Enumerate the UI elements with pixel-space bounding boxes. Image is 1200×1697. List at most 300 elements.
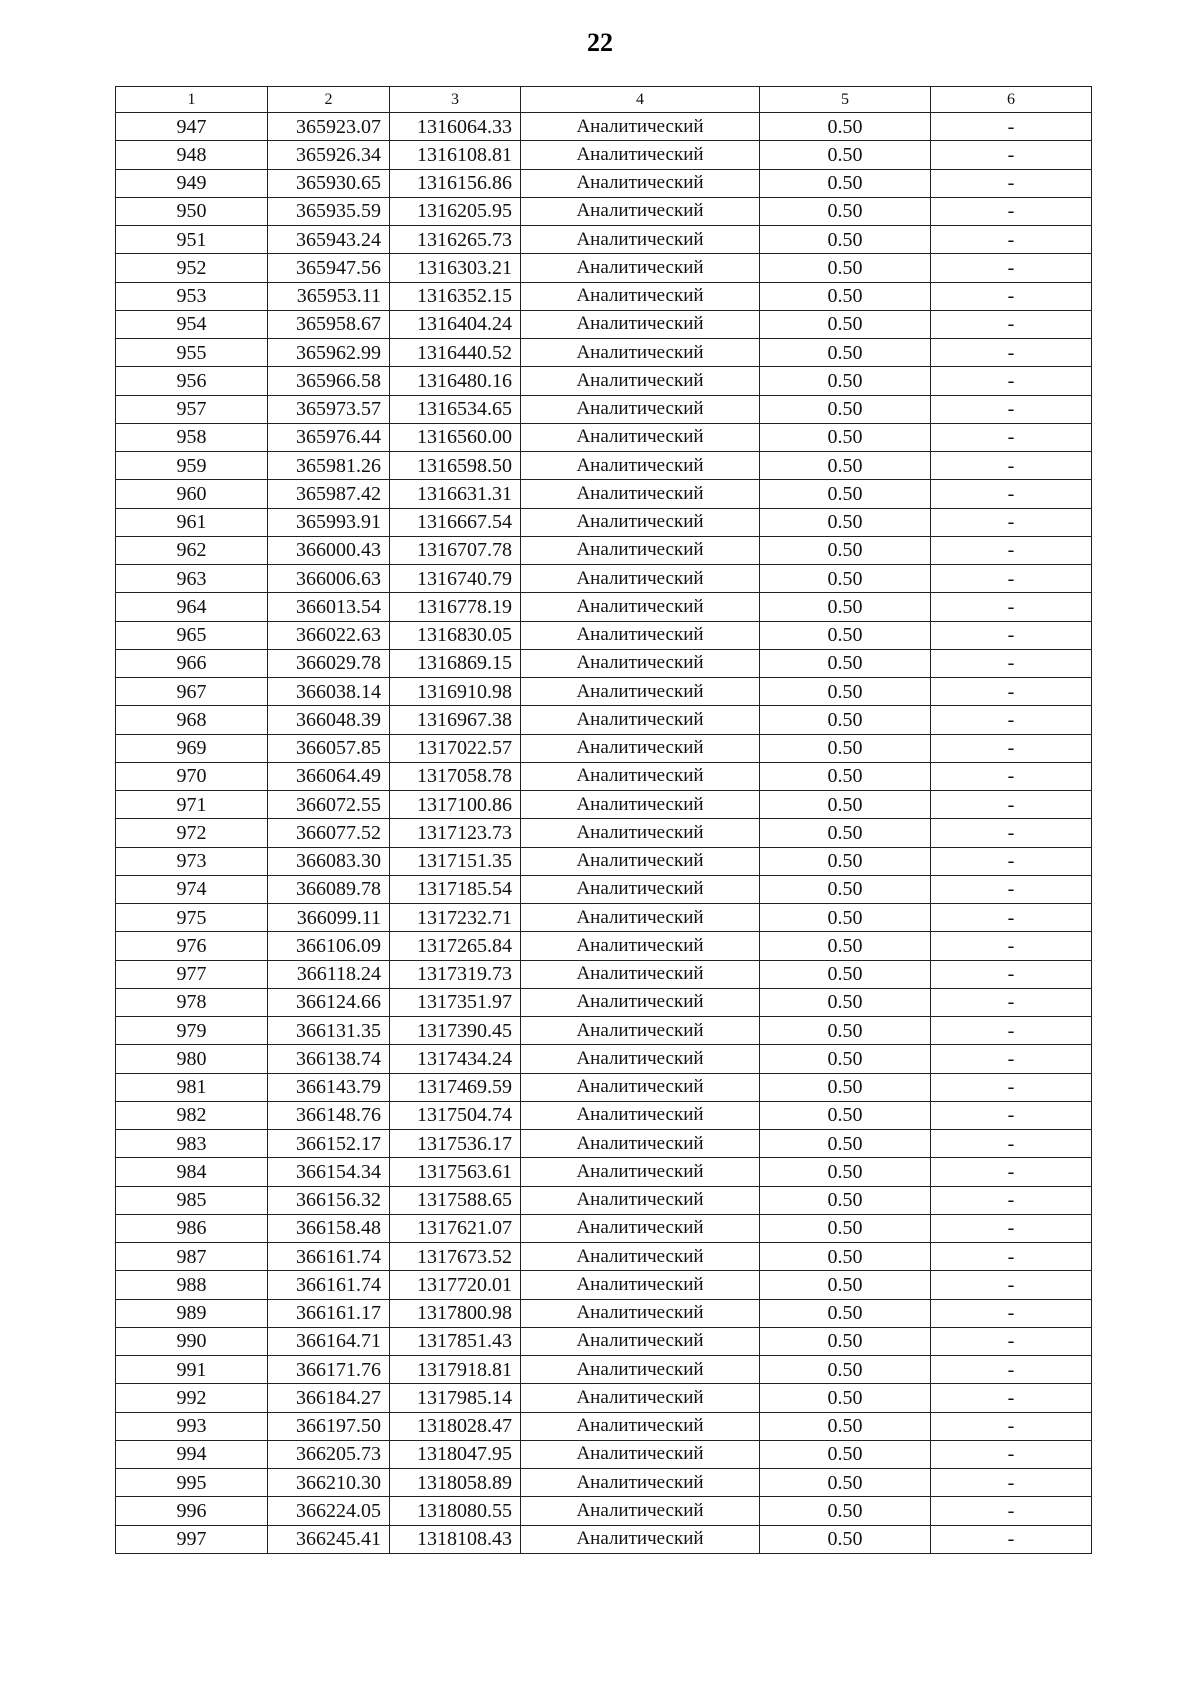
point-number-cell: 983 <box>116 1130 268 1158</box>
point-number-cell: 969 <box>116 734 268 762</box>
method-cell: Аналитический <box>521 1186 760 1214</box>
method-cell: Аналитический <box>521 706 760 734</box>
accuracy-cell: 0.50 <box>760 791 931 819</box>
point-number-cell: 960 <box>116 480 268 508</box>
x-coordinate-cell: 365943.24 <box>268 226 390 254</box>
y-coordinate-cell: 1316156.86 <box>390 169 521 197</box>
note-cell: - <box>931 339 1092 367</box>
y-coordinate-cell: 1318108.43 <box>390 1525 521 1553</box>
method-cell: Аналитический <box>521 932 760 960</box>
x-coordinate-cell: 365987.42 <box>268 480 390 508</box>
table-row <box>116 1101 1092 1129</box>
x-coordinate-cell: 366064.49 <box>268 762 390 790</box>
note-cell: - <box>931 1299 1092 1327</box>
table-row <box>116 932 1092 960</box>
note-cell: - <box>931 508 1092 536</box>
y-coordinate-cell: 1316967.38 <box>390 706 521 734</box>
point-number-cell: 951 <box>116 226 268 254</box>
y-coordinate-cell: 1316534.65 <box>390 395 521 423</box>
table-row <box>116 1073 1092 1101</box>
method-cell: Аналитический <box>521 1243 760 1271</box>
method-cell: Аналитический <box>521 1327 760 1355</box>
note-cell: - <box>931 762 1092 790</box>
table-row <box>116 1356 1092 1384</box>
accuracy-cell: 0.50 <box>760 1327 931 1355</box>
note-cell: - <box>931 1356 1092 1384</box>
point-number-cell: 948 <box>116 141 268 169</box>
y-coordinate-cell: 1317434.24 <box>390 1045 521 1073</box>
y-coordinate-cell: 1316064.33 <box>390 113 521 141</box>
x-coordinate-cell: 366143.79 <box>268 1073 390 1101</box>
table-row <box>116 1130 1092 1158</box>
note-cell: - <box>931 593 1092 621</box>
accuracy-cell: 0.50 <box>760 1440 931 1468</box>
accuracy-cell: 0.50 <box>760 649 931 677</box>
table-row <box>116 678 1092 706</box>
accuracy-cell: 0.50 <box>760 1130 931 1158</box>
x-coordinate-cell: 366156.32 <box>268 1186 390 1214</box>
accuracy-cell: 0.50 <box>760 1299 931 1327</box>
method-cell: Аналитический <box>521 536 760 564</box>
note-cell: - <box>931 1525 1092 1553</box>
note-cell: - <box>931 1101 1092 1129</box>
note-cell: - <box>931 1130 1092 1158</box>
y-coordinate-cell: 1316830.05 <box>390 621 521 649</box>
table-row <box>116 791 1092 819</box>
x-coordinate-cell: 366099.11 <box>268 904 390 932</box>
x-coordinate-cell: 365962.99 <box>268 339 390 367</box>
x-coordinate-cell: 366048.39 <box>268 706 390 734</box>
point-number-cell: 950 <box>116 197 268 225</box>
point-number-cell: 954 <box>116 310 268 338</box>
y-coordinate-cell: 1316265.73 <box>390 226 521 254</box>
y-coordinate-cell: 1316303.21 <box>390 254 521 282</box>
note-cell: - <box>931 1017 1092 1045</box>
note-cell: - <box>931 310 1092 338</box>
accuracy-cell: 0.50 <box>760 1243 931 1271</box>
y-coordinate-cell: 1318028.47 <box>390 1412 521 1440</box>
y-coordinate-cell: 1317123.73 <box>390 819 521 847</box>
table-row <box>116 197 1092 225</box>
y-coordinate-cell: 1317563.61 <box>390 1158 521 1186</box>
y-coordinate-cell: 1316352.15 <box>390 282 521 310</box>
accuracy-cell: 0.50 <box>760 847 931 875</box>
table-row <box>116 339 1092 367</box>
accuracy-cell: 0.50 <box>760 621 931 649</box>
x-coordinate-cell: 366164.71 <box>268 1327 390 1355</box>
x-coordinate-cell: 365930.65 <box>268 169 390 197</box>
table-row <box>116 1440 1092 1468</box>
method-cell: Аналитический <box>521 847 760 875</box>
table-row <box>116 1045 1092 1073</box>
point-number-cell: 958 <box>116 423 268 451</box>
accuracy-cell: 0.50 <box>760 1412 931 1440</box>
accuracy-cell: 0.50 <box>760 141 931 169</box>
method-cell: Аналитический <box>521 367 760 395</box>
table-row <box>116 1158 1092 1186</box>
column-header: 1 <box>116 87 268 113</box>
accuracy-cell: 0.50 <box>760 395 931 423</box>
accuracy-cell: 0.50 <box>760 169 931 197</box>
x-coordinate-cell: 366161.74 <box>268 1243 390 1271</box>
accuracy-cell: 0.50 <box>760 1497 931 1525</box>
x-coordinate-cell: 365953.11 <box>268 282 390 310</box>
table-row <box>116 1412 1092 1440</box>
note-cell: - <box>931 932 1092 960</box>
y-coordinate-cell: 1317151.35 <box>390 847 521 875</box>
method-cell: Аналитический <box>521 282 760 310</box>
table-row <box>116 819 1092 847</box>
accuracy-cell: 0.50 <box>760 593 931 621</box>
accuracy-cell: 0.50 <box>760 1525 931 1553</box>
method-cell: Аналитический <box>521 1271 760 1299</box>
x-coordinate-cell: 366083.30 <box>268 847 390 875</box>
method-cell: Аналитический <box>521 395 760 423</box>
accuracy-cell: 0.50 <box>760 452 931 480</box>
point-number-cell: 987 <box>116 1243 268 1271</box>
accuracy-cell: 0.50 <box>760 367 931 395</box>
table-row <box>116 1299 1092 1327</box>
point-number-cell: 953 <box>116 282 268 310</box>
method-cell: Аналитический <box>521 621 760 649</box>
method-cell: Аналитический <box>521 791 760 819</box>
note-cell: - <box>931 254 1092 282</box>
method-cell: Аналитический <box>521 1073 760 1101</box>
note-cell: - <box>931 1469 1092 1497</box>
method-cell: Аналитический <box>521 649 760 677</box>
note-cell: - <box>931 367 1092 395</box>
x-coordinate-cell: 365976.44 <box>268 423 390 451</box>
y-coordinate-cell: 1317918.81 <box>390 1356 521 1384</box>
method-cell: Аналитический <box>521 1299 760 1327</box>
point-number-cell: 989 <box>116 1299 268 1327</box>
note-cell: - <box>931 988 1092 1016</box>
table-row <box>116 1497 1092 1525</box>
point-number-cell: 955 <box>116 339 268 367</box>
y-coordinate-cell: 1316108.81 <box>390 141 521 169</box>
table-row <box>116 367 1092 395</box>
y-coordinate-cell: 1317800.98 <box>390 1299 521 1327</box>
y-coordinate-cell: 1317185.54 <box>390 875 521 903</box>
note-cell: - <box>931 706 1092 734</box>
point-number-cell: 997 <box>116 1525 268 1553</box>
method-cell: Аналитический <box>521 904 760 932</box>
method-cell: Аналитический <box>521 1158 760 1186</box>
method-cell: Аналитический <box>521 141 760 169</box>
method-cell: Аналитический <box>521 254 760 282</box>
table-row <box>116 282 1092 310</box>
table-row <box>116 593 1092 621</box>
table-row <box>116 706 1092 734</box>
point-number-cell: 952 <box>116 254 268 282</box>
method-cell: Аналитический <box>521 1384 760 1412</box>
y-coordinate-cell: 1316778.19 <box>390 593 521 621</box>
x-coordinate-cell: 366131.35 <box>268 1017 390 1045</box>
y-coordinate-cell: 1316869.15 <box>390 649 521 677</box>
method-cell: Аналитический <box>521 988 760 1016</box>
table-row <box>116 310 1092 338</box>
table-row <box>116 452 1092 480</box>
method-cell: Аналитический <box>521 960 760 988</box>
y-coordinate-cell: 1316740.79 <box>390 565 521 593</box>
note-cell: - <box>931 1243 1092 1271</box>
point-number-cell: 973 <box>116 847 268 875</box>
column-header: 4 <box>521 87 760 113</box>
accuracy-cell: 0.50 <box>760 762 931 790</box>
x-coordinate-cell: 366197.50 <box>268 1412 390 1440</box>
x-coordinate-cell: 365981.26 <box>268 452 390 480</box>
x-coordinate-cell: 366148.76 <box>268 1101 390 1129</box>
x-coordinate-cell: 366022.63 <box>268 621 390 649</box>
table-row <box>116 621 1092 649</box>
note-cell: - <box>931 1384 1092 1412</box>
accuracy-cell: 0.50 <box>760 113 931 141</box>
x-coordinate-cell: 366184.27 <box>268 1384 390 1412</box>
table-row <box>116 1243 1092 1271</box>
accuracy-cell: 0.50 <box>760 508 931 536</box>
table-row <box>116 1186 1092 1214</box>
note-cell: - <box>931 1214 1092 1242</box>
x-coordinate-cell: 366161.17 <box>268 1299 390 1327</box>
note-cell: - <box>931 1440 1092 1468</box>
y-coordinate-cell: 1316667.54 <box>390 508 521 536</box>
note-cell: - <box>931 649 1092 677</box>
x-coordinate-cell: 366152.17 <box>268 1130 390 1158</box>
y-coordinate-cell: 1316598.50 <box>390 452 521 480</box>
point-number-cell: 995 <box>116 1469 268 1497</box>
y-coordinate-cell: 1317720.01 <box>390 1271 521 1299</box>
y-coordinate-cell: 1317621.07 <box>390 1214 521 1242</box>
note-cell: - <box>931 197 1092 225</box>
accuracy-cell: 0.50 <box>760 1158 931 1186</box>
accuracy-cell: 0.50 <box>760 904 931 932</box>
point-number-cell: 993 <box>116 1412 268 1440</box>
method-cell: Аналитический <box>521 197 760 225</box>
method-cell: Аналитический <box>521 1101 760 1129</box>
x-coordinate-cell: 366161.74 <box>268 1271 390 1299</box>
accuracy-cell: 0.50 <box>760 960 931 988</box>
column-header: 2 <box>268 87 390 113</box>
point-number-cell: 976 <box>116 932 268 960</box>
column-header: 5 <box>760 87 931 113</box>
table-row <box>116 565 1092 593</box>
y-coordinate-cell: 1317536.17 <box>390 1130 521 1158</box>
x-coordinate-cell: 365993.91 <box>268 508 390 536</box>
point-number-cell: 966 <box>116 649 268 677</box>
method-cell: Аналитический <box>521 1045 760 1073</box>
table-row <box>116 1214 1092 1242</box>
accuracy-cell: 0.50 <box>760 282 931 310</box>
accuracy-cell: 0.50 <box>760 988 931 1016</box>
note-cell: - <box>931 282 1092 310</box>
method-cell: Аналитический <box>521 1017 760 1045</box>
method-cell: Аналитический <box>521 734 760 762</box>
x-coordinate-cell: 365923.07 <box>268 113 390 141</box>
note-cell: - <box>931 1412 1092 1440</box>
note-cell: - <box>931 169 1092 197</box>
note-cell: - <box>931 1186 1092 1214</box>
x-coordinate-cell: 366029.78 <box>268 649 390 677</box>
y-coordinate-cell: 1317588.65 <box>390 1186 521 1214</box>
y-coordinate-cell: 1317319.73 <box>390 960 521 988</box>
point-number-cell: 984 <box>116 1158 268 1186</box>
y-coordinate-cell: 1318058.89 <box>390 1469 521 1497</box>
y-coordinate-cell: 1316404.24 <box>390 310 521 338</box>
x-coordinate-cell: 366057.85 <box>268 734 390 762</box>
table-row <box>116 1525 1092 1553</box>
table-row <box>116 423 1092 451</box>
method-cell: Аналитический <box>521 819 760 847</box>
point-number-cell: 988 <box>116 1271 268 1299</box>
y-coordinate-cell: 1318080.55 <box>390 1497 521 1525</box>
y-coordinate-cell: 1318047.95 <box>390 1440 521 1468</box>
note-cell: - <box>931 678 1092 706</box>
method-cell: Аналитический <box>521 678 760 706</box>
point-number-cell: 996 <box>116 1497 268 1525</box>
column-header: 3 <box>390 87 521 113</box>
accuracy-cell: 0.50 <box>760 1045 931 1073</box>
point-number-cell: 963 <box>116 565 268 593</box>
accuracy-cell: 0.50 <box>760 565 931 593</box>
table-row <box>116 395 1092 423</box>
accuracy-cell: 0.50 <box>760 423 931 451</box>
table-row <box>116 480 1092 508</box>
point-number-cell: 979 <box>116 1017 268 1045</box>
point-number-cell: 947 <box>116 113 268 141</box>
point-number-cell: 957 <box>116 395 268 423</box>
note-cell: - <box>931 1327 1092 1355</box>
accuracy-cell: 0.50 <box>760 310 931 338</box>
point-number-cell: 962 <box>116 536 268 564</box>
note-cell: - <box>931 1045 1092 1073</box>
note-cell: - <box>931 141 1092 169</box>
table-row <box>116 847 1092 875</box>
table-row <box>116 1327 1092 1355</box>
accuracy-cell: 0.50 <box>760 1101 931 1129</box>
table-row <box>116 1384 1092 1412</box>
accuracy-cell: 0.50 <box>760 254 931 282</box>
y-coordinate-cell: 1317504.74 <box>390 1101 521 1129</box>
method-cell: Аналитический <box>521 565 760 593</box>
point-number-cell: 949 <box>116 169 268 197</box>
table-row <box>116 988 1092 1016</box>
table-row <box>116 254 1092 282</box>
table-row <box>116 226 1092 254</box>
accuracy-cell: 0.50 <box>760 339 931 367</box>
note-cell: - <box>931 480 1092 508</box>
point-number-cell: 968 <box>116 706 268 734</box>
method-cell: Аналитический <box>521 423 760 451</box>
accuracy-cell: 0.50 <box>760 1356 931 1384</box>
table-row <box>116 536 1092 564</box>
table-row <box>116 1017 1092 1045</box>
method-cell: Аналитический <box>521 508 760 536</box>
note-cell: - <box>931 452 1092 480</box>
method-cell: Аналитический <box>521 593 760 621</box>
point-number-cell: 978 <box>116 988 268 1016</box>
accuracy-cell: 0.50 <box>760 1186 931 1214</box>
x-coordinate-cell: 366106.09 <box>268 932 390 960</box>
accuracy-cell: 0.50 <box>760 1384 931 1412</box>
x-coordinate-cell: 365935.59 <box>268 197 390 225</box>
accuracy-cell: 0.50 <box>760 1214 931 1242</box>
y-coordinate-cell: 1317851.43 <box>390 1327 521 1355</box>
x-coordinate-cell: 366124.66 <box>268 988 390 1016</box>
method-cell: Аналитический <box>521 452 760 480</box>
x-coordinate-cell: 366089.78 <box>268 875 390 903</box>
accuracy-cell: 0.50 <box>760 1017 931 1045</box>
note-cell: - <box>931 226 1092 254</box>
method-cell: Аналитический <box>521 339 760 367</box>
accuracy-cell: 0.50 <box>760 1073 931 1101</box>
table-row <box>116 113 1092 141</box>
note-cell: - <box>931 395 1092 423</box>
note-cell: - <box>931 960 1092 988</box>
point-number-cell: 990 <box>116 1327 268 1355</box>
x-coordinate-cell: 366000.43 <box>268 536 390 564</box>
point-number-cell: 985 <box>116 1186 268 1214</box>
accuracy-cell: 0.50 <box>760 875 931 903</box>
method-cell: Аналитический <box>521 1469 760 1497</box>
table-row <box>116 904 1092 932</box>
point-number-cell: 994 <box>116 1440 268 1468</box>
y-coordinate-cell: 1317351.97 <box>390 988 521 1016</box>
y-coordinate-cell: 1316631.31 <box>390 480 521 508</box>
x-coordinate-cell: 366118.24 <box>268 960 390 988</box>
x-coordinate-cell: 366158.48 <box>268 1214 390 1242</box>
point-number-cell: 964 <box>116 593 268 621</box>
accuracy-cell: 0.50 <box>760 226 931 254</box>
x-coordinate-cell: 366072.55 <box>268 791 390 819</box>
method-cell: Аналитический <box>521 480 760 508</box>
accuracy-cell: 0.50 <box>760 1271 931 1299</box>
x-coordinate-cell: 365966.58 <box>268 367 390 395</box>
note-cell: - <box>931 1073 1092 1101</box>
x-coordinate-cell: 366245.41 <box>268 1525 390 1553</box>
accuracy-cell: 0.50 <box>760 1469 931 1497</box>
note-cell: - <box>931 875 1092 903</box>
x-coordinate-cell: 366006.63 <box>268 565 390 593</box>
accuracy-cell: 0.50 <box>760 197 931 225</box>
x-coordinate-cell: 366138.74 <box>268 1045 390 1073</box>
page-number: 22 <box>587 28 613 57</box>
accuracy-cell: 0.50 <box>760 734 931 762</box>
method-cell: Аналитический <box>521 226 760 254</box>
table-row <box>116 762 1092 790</box>
point-number-cell: 981 <box>116 1073 268 1101</box>
note-cell: - <box>931 1271 1092 1299</box>
table-row <box>116 1271 1092 1299</box>
x-coordinate-cell: 365973.57 <box>268 395 390 423</box>
y-coordinate-cell: 1317985.14 <box>390 1384 521 1412</box>
table-row <box>116 141 1092 169</box>
table-row <box>116 734 1092 762</box>
method-cell: Аналитический <box>521 1497 760 1525</box>
point-number-cell: 967 <box>116 678 268 706</box>
table-body <box>116 113 1092 1554</box>
method-cell: Аналитический <box>521 169 760 197</box>
y-coordinate-cell: 1317232.71 <box>390 904 521 932</box>
y-coordinate-cell: 1317058.78 <box>390 762 521 790</box>
point-number-cell: 980 <box>116 1045 268 1073</box>
note-cell: - <box>931 565 1092 593</box>
note-cell: - <box>931 791 1092 819</box>
point-number-cell: 974 <box>116 875 268 903</box>
table-row <box>116 169 1092 197</box>
x-coordinate-cell: 365958.67 <box>268 310 390 338</box>
method-cell: Аналитический <box>521 1214 760 1242</box>
y-coordinate-cell: 1316910.98 <box>390 678 521 706</box>
